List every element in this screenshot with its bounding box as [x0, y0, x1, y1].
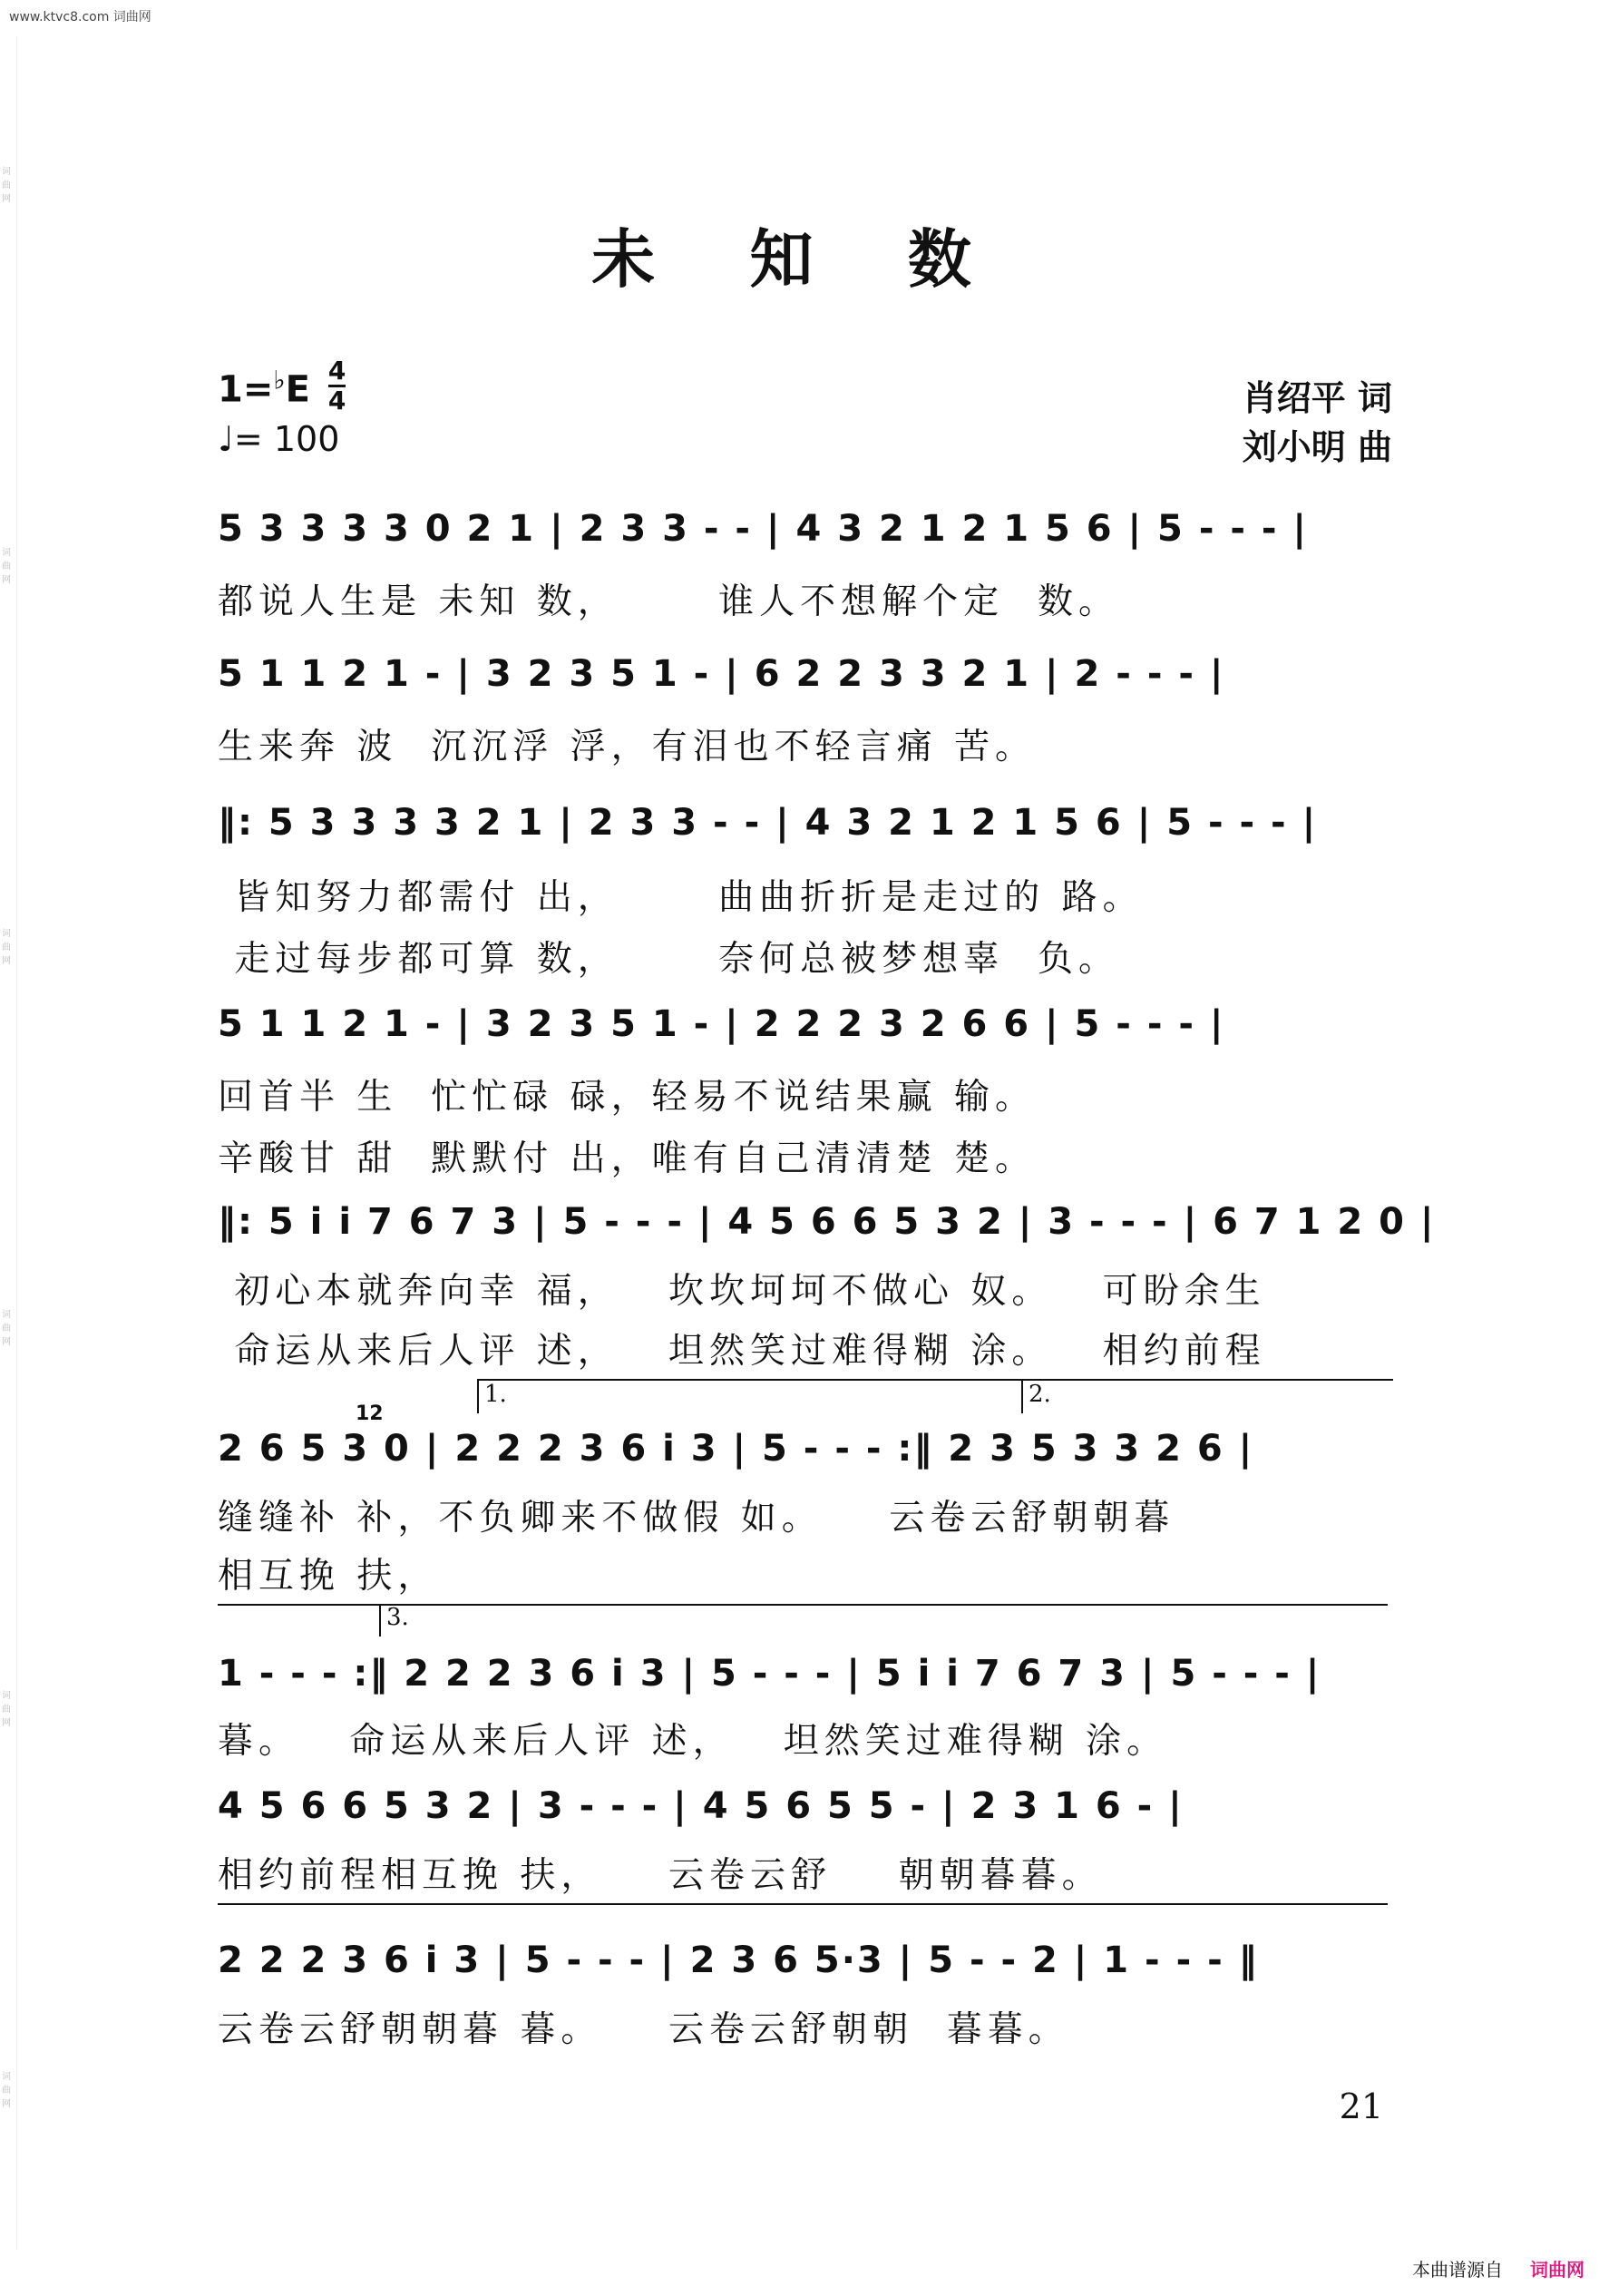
side-watermark-text: 词曲网: [2, 2072, 11, 2109]
side-watermark-strip: [0, 36, 17, 2250]
notation-line: ‖: 5 i i 7 6 7 3 | 5 - - - | 4 5 6 6 5 3 2 | 3 - - - | 6 7 1 2 0 |: [218, 1201, 1436, 1243]
time-top: 4: [327, 356, 346, 386]
lyric-line: 暮。 命运从来后人评 述， 坦然笑过难得糊 涂。: [218, 1721, 1168, 1762]
composer-credit: 刘小明 曲: [1242, 427, 1392, 467]
key-signature: [218, 356, 346, 420]
lyric-line: 云卷云舒朝朝暮 暮。 云卷云舒朝朝 暮暮。: [218, 2009, 1069, 2050]
side-watermark-text: 词曲网: [2, 929, 11, 966]
footer-brand-link[interactable]: 词曲网: [1530, 2259, 1584, 2281]
key-note: E: [285, 368, 310, 411]
grace-note-ornament: 12: [356, 1402, 384, 1425]
side-watermark-text: 词曲网: [2, 167, 11, 204]
notation-line: 4 5 6 6 5 3 2 | 3 - - - | 4 5 6 5 5 - | 2 3 1 6 - |: [218, 1785, 1184, 1827]
lyric-line: 初心本就奔向幸 福， 坎坎坷坷不做心 奴。 可盼余生: [218, 1271, 1266, 1312]
notation-row: [218, 1194, 1436, 1266]
side-watermark-text: 词曲网: [2, 1691, 11, 1728]
footer: [1412, 2255, 1584, 2281]
lyric-line: 都说人生是 未知 数， 谁人不想解个定 数。: [218, 581, 1119, 622]
time-bottom: 4: [327, 386, 346, 415]
notation-line: 5 1 1 2 1 - | 3 2 3 5 1 - | 6 2 2 3 3 2 1 | 2 - - - |: [218, 653, 1225, 695]
lyric-line: 缝缝补 补，不负卿来不做假 如。 云卷云舒朝朝暮: [218, 1498, 1175, 1539]
notation-row: [218, 996, 1388, 1069]
lyric-line: 命运从来后人评 述， 坦然笑过难得糊 涂。 相约前程: [218, 1331, 1266, 1372]
lyric-line: 相约前程相互挽 扶， 云卷云舒 朝朝暮暮。: [218, 1855, 1103, 1896]
lyric-line: 皆知努力都需付 出， 曲曲折折是走过的 路。: [218, 877, 1144, 918]
notation-line: 1 - - - :‖ 2 2 2 3 6 i 3 | 5 - - - | 5 i i 7 6 7 3 | 5 - - - |: [218, 1653, 1321, 1695]
notation-row: [218, 1646, 1388, 1718]
song-title: 未 知 数: [591, 221, 1008, 297]
page-number: 21: [1339, 2086, 1383, 2126]
time-signature: [328, 357, 346, 415]
tempo-mark: ♩= 100: [218, 419, 340, 459]
notation-line: 2 2 2 3 6 i 3 | 5 - - - | 2 3 6 5·3 | 5 - - 2 | 1 - - - ‖: [218, 1939, 1259, 1981]
continuation-line: [218, 1903, 1388, 1905]
flat-sign: ♭: [273, 365, 286, 396]
ending-bracket-3: 3.: [379, 1604, 1393, 1637]
notation-line: 2 6 5 3 0 | 2 2 2 3 6 i 3 | 5 - - - :‖ 2 3 5 3 3 2 6 |: [218, 1428, 1254, 1470]
notation-row: [218, 501, 1388, 573]
notation-row: [218, 646, 1388, 718]
ending-bracket-2: 2.: [1021, 1379, 1393, 1413]
lyric-line: 走过每步都可算 数， 奈何总被梦想辜 负。: [218, 939, 1119, 980]
lyric-line: 辛酸甘 甜 默默付 出，唯有自己清清楚 楚。: [218, 1138, 1036, 1179]
notation-row: [218, 1421, 1388, 1493]
notation-line: ‖: 5 3 3 3 3 2 1 | 2 3 3 - - | 4 3 2 1 2 1 5 6 | 5 - - - |: [218, 802, 1318, 844]
footer-source-text: 本曲谱源自: [1412, 2259, 1503, 2281]
notation-row: [218, 1778, 1388, 1851]
ending-bracket-1: 1.: [477, 1379, 1021, 1413]
notation-row: [218, 1932, 1388, 2005]
notation-line: 5 3 3 3 3 0 2 1 | 2 3 3 - - | 4 3 2 1 2 1 5 6 | 5 - - - |: [218, 508, 1309, 550]
notation-row: [218, 795, 1388, 867]
site-watermark: www.ktvc8.com 词曲网: [9, 10, 151, 24]
lyricist-credit: 肖绍平 词: [1242, 378, 1392, 418]
lyric-line: 相互挽 扶，: [218, 1556, 439, 1597]
lyric-line: 回首半 生 忙忙碌 碌，轻易不说结果赢 输。: [218, 1077, 1036, 1118]
key-prefix: 1=: [218, 368, 274, 411]
lyric-line: 生来奔 波 沉沉浮 浮，有泪也不轻言痛 苦。: [218, 727, 1036, 767]
side-watermark-text: 词曲网: [2, 1310, 11, 1347]
notation-line: 5 1 1 2 1 - | 3 2 3 5 1 - | 2 2 2 3 2 6 6 | 5 - - - |: [218, 1003, 1225, 1045]
side-watermark-text: 词曲网: [2, 548, 11, 585]
